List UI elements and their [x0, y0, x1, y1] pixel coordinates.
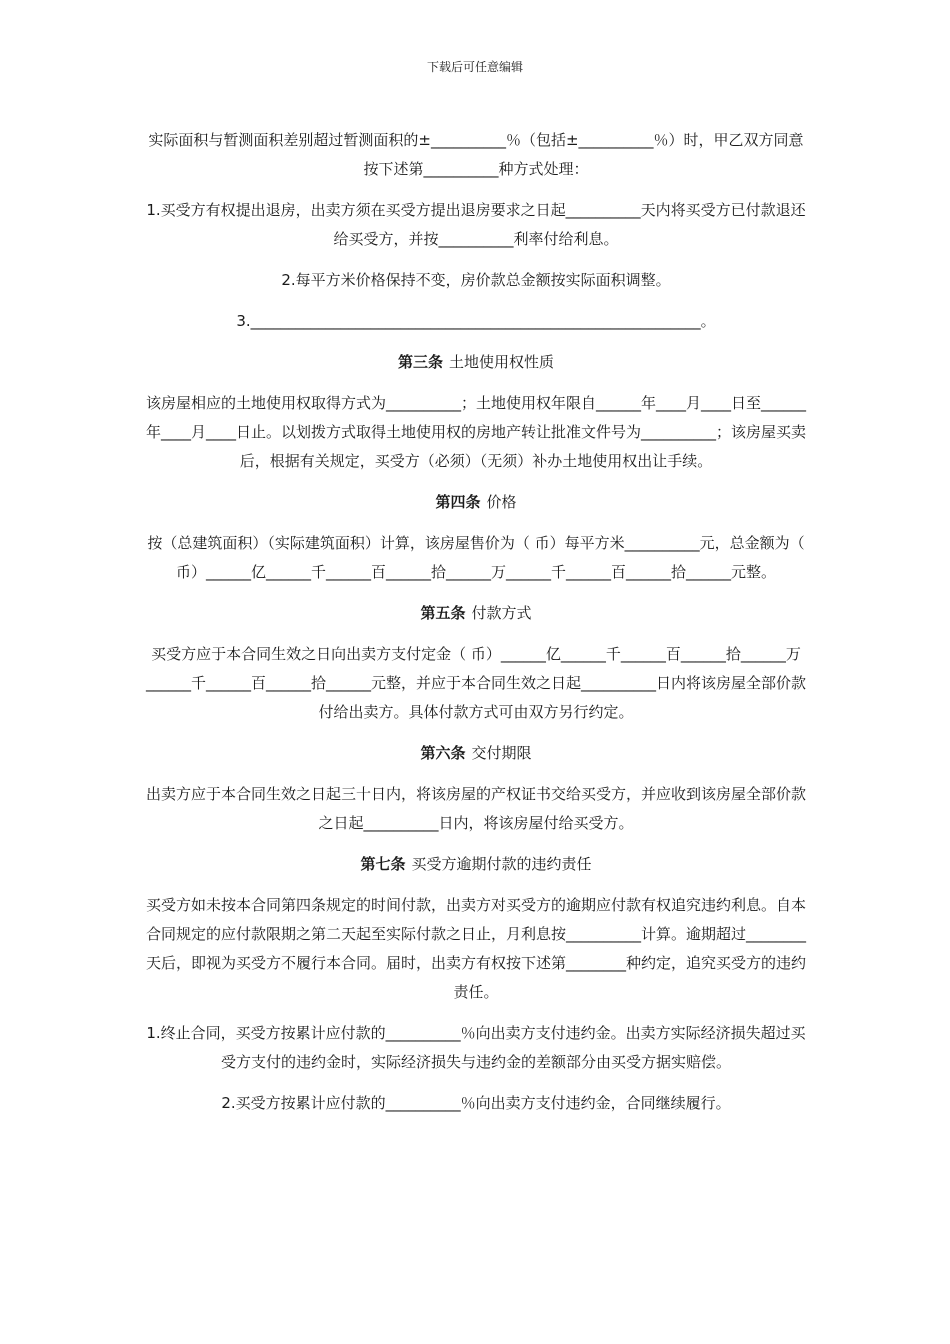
area-difference-paragraph: 实际面积与暂测面积差别超过暂测面积的±__________％（包括±__________％）时，甲乙双方同意按下述第__________种方式处理： — [148, 131, 804, 178]
section-5-body: 买受方应于本合同生效之日向出卖方支付定金（ 币）______亿______千______百______拾______万______千______百______拾______元整，并应于本合同生效之日起__________日内将该房屋全部价款付给出卖方。具体付款方式可由双方另行约定。 — [146, 645, 807, 721]
section-3-number: 第三条 — [397, 353, 443, 371]
section-4-body: 按（总建筑面积）（实际建筑面积）计算，该房屋售价为（ 币）每平方米__________元，总金额为（ 币）______亿______千______百______拾______万______千______百______拾______元整。 — [147, 534, 805, 581]
page-header: 下载后可任意编辑 — [426, 60, 523, 74]
section-7-number: 第七条 — [360, 855, 406, 873]
section-6-heading — [146, 739, 806, 768]
section-6-title: 交付期限 — [471, 744, 532, 762]
section-3-heading — [146, 348, 806, 377]
section-4-title: 价格 — [486, 493, 517, 511]
section-6-body: 出卖方应于本合同生效之日起三十日内，将该房屋的产权证书交给买受方，并应收到该房屋全部价款之日起__________日内，将该房屋付给买受方。 — [146, 785, 807, 832]
section-3-body: 该房屋相应的土地使用权取得方式为__________；土地使用权年限自______年____月____日至______年____月____日止。以划拨方式取得土地使用权的房地产转让批准文件号为__________；该房屋买卖后，根据有关规定，买受方（必须）（无须）补办土地使用权出让手续。 — [146, 394, 807, 470]
section-6-number: 第六条 — [420, 744, 466, 762]
option-2-paragraph: 2.每平方米价格保持不变，房价款总金额按实际面积调整。 — [281, 271, 671, 289]
option-3-paragraph: 3.____________________________________________________________。 — [236, 312, 716, 330]
section-7-title: 买受方逾期付款的违约责任 — [411, 855, 592, 873]
section-4-heading — [146, 488, 806, 517]
section-4-number: 第四条 — [435, 493, 481, 511]
section-3-title: 土地使用权性质 — [449, 353, 555, 371]
section-7-item-2: 2.买受方按累计应付款的__________％向出卖方支付违约金，合同继续履行。 — [221, 1094, 731, 1112]
option-1-paragraph: 1.买受方有权提出退房，出卖方须在买受方提出退房要求之日起__________天内将买受方已付款退还给买受方，并按__________利率付给利息。 — [146, 201, 806, 248]
section-5-number: 第五条 — [420, 604, 466, 622]
section-5-title: 付款方式 — [471, 604, 532, 622]
section-7-heading — [146, 850, 806, 879]
section-7-item-1: 1.终止合同，买受方按累计应付款的__________％向出卖方支付违约金。出卖方实际经济损失超过买受方支付的违约金时，实际经济损失与违约金的差额部分由买受方据实赔偿。 — [146, 1024, 806, 1071]
contract-body — [146, 126, 806, 1130]
section-7-body: 买受方如未按本合同第四条规定的时间付款，出卖方对买受方的逾期应付款有权追究违约利息。自本合同规定的应付款限期之第二天起至实际付款之日止，月利息按__________计算。逾期超过________天后，即视为买受方不履行本合同。届时，出卖方有权按下述第________种约定，追究买受方的违约责任。 — [146, 896, 807, 1001]
section-5-heading — [146, 599, 806, 628]
